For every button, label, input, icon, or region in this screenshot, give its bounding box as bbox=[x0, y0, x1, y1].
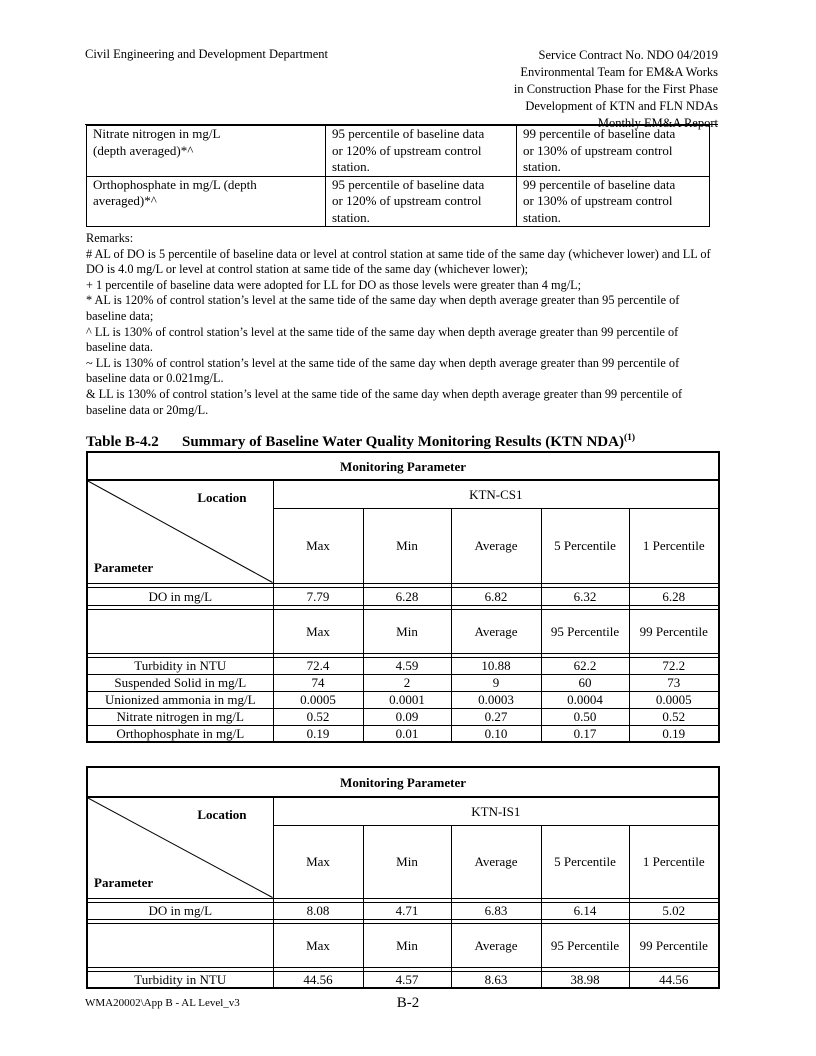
criteria-text-line: 99 percentile of baseline data bbox=[523, 126, 676, 141]
table-row bbox=[87, 587, 719, 605]
stat-header: Min bbox=[363, 923, 451, 967]
location-label: Location bbox=[197, 807, 247, 822]
value-cell: 0.19 bbox=[273, 725, 363, 742]
parameter-name: Suspended Solid in mg/L bbox=[87, 674, 273, 691]
monitoring-results-table-ktn-cs1 bbox=[86, 451, 720, 743]
table-footnote-ref: (1) bbox=[623, 433, 636, 443]
monitoring-results-table-ktn-is1 bbox=[86, 766, 720, 989]
value-cell: 0.0001 bbox=[363, 691, 451, 708]
criteria-text-line: or 130% of upstream control bbox=[523, 142, 673, 158]
value-cell: 0.01 bbox=[363, 725, 451, 742]
table-number: Table B-4.2 bbox=[86, 434, 159, 450]
remark-item: # AL of DO is 5 percentile of baseline data or level at control station at same tide of the same day (whichever lower) and LL of DO is 4.0 mg/L or level at control station at same tide of the same day (whichever lower); bbox=[86, 246, 711, 277]
stat-header: 1 Percentile bbox=[629, 825, 719, 898]
criteria-action-level-cell bbox=[326, 176, 517, 227]
stat-header: Min bbox=[363, 825, 451, 898]
stat-header: Min bbox=[363, 508, 451, 583]
value-cell: 44.56 bbox=[273, 971, 363, 988]
value-cell: 0.52 bbox=[273, 708, 363, 725]
value-cell: 0.27 bbox=[451, 708, 541, 725]
value-cell: 6.28 bbox=[363, 587, 451, 605]
value-cell: 0.50 bbox=[541, 708, 629, 725]
stat-header: 5 Percentile bbox=[541, 825, 629, 898]
stat-header: Average bbox=[451, 825, 541, 898]
value-cell: 0.10 bbox=[451, 725, 541, 742]
value-cell: 38.98 bbox=[541, 971, 629, 988]
stat-header: 95 Percentile bbox=[541, 609, 629, 653]
value-cell: 0.0005 bbox=[629, 691, 719, 708]
table-row bbox=[87, 902, 719, 919]
value-cell: 0.0005 bbox=[273, 691, 363, 708]
location-label: Location bbox=[197, 490, 247, 505]
stat-header: 99 Percentile bbox=[629, 923, 719, 967]
remark-item: ~ LL is 130% of control station’s level at the same tide of the same day when depth average greater than 99 percentile of baseline data or 0.021mg/L. bbox=[86, 355, 680, 386]
remark-item: + 1 percentile of baseline data were adopted for LL for DO as those levels were greater than 4 mg/L; bbox=[86, 277, 582, 292]
remark-item: & LL is 130% of control station’s level at the same tide of the same day when depth average greater than 99 percentile of baseline data or 20mg/L. bbox=[86, 386, 683, 417]
stat-header: 95 Percentile bbox=[541, 923, 629, 967]
station-name: KTN-CS1 bbox=[273, 480, 719, 508]
criteria-text-line: station. bbox=[332, 209, 370, 225]
remarks-heading: Remarks: bbox=[86, 231, 134, 245]
parameter-name: Nitrate nitrogen in mg/L bbox=[87, 708, 273, 725]
value-cell: 0.52 bbox=[629, 708, 719, 725]
stat-header: Max bbox=[273, 609, 363, 653]
blank-header-cell bbox=[87, 609, 273, 653]
station-name: KTN-IS1 bbox=[273, 797, 719, 825]
value-cell: 0.0004 bbox=[541, 691, 629, 708]
parameter-name: DO in mg/L bbox=[87, 587, 273, 605]
value-cell: 0.17 bbox=[541, 725, 629, 742]
value-cell: 74 bbox=[273, 674, 363, 691]
criteria-parameter-cell bbox=[87, 126, 326, 177]
parameter-name: Turbidity in NTU bbox=[87, 971, 273, 988]
table-title: Summary of Baseline Water Quality Monitoring Results (KTN NDA) bbox=[182, 434, 624, 450]
page-number: B-2 bbox=[396, 995, 420, 1011]
criteria-row bbox=[87, 126, 710, 177]
stat-header: 5 Percentile bbox=[541, 508, 629, 583]
criteria-text-line: station. bbox=[332, 159, 370, 174]
criteria-text-line: station. bbox=[523, 159, 561, 174]
header-contract-line: in Construction Phase for the First Phase bbox=[513, 82, 718, 96]
criteria-text-line: (depth averaged)*^ bbox=[93, 142, 194, 158]
value-cell: 72.2 bbox=[629, 657, 719, 674]
value-cell: 44.56 bbox=[629, 971, 719, 988]
value-cell: 8.08 bbox=[273, 902, 363, 919]
stat-header: 99 Percentile bbox=[629, 609, 719, 653]
stat-header: Max bbox=[273, 825, 363, 898]
criteria-text-line: Orthophosphate in mg/L (depth bbox=[93, 176, 257, 192]
value-cell: 8.63 bbox=[451, 971, 541, 988]
value-cell: 6.28 bbox=[629, 587, 719, 605]
footer-file-reference: WMA20002\App B - AL Level_v3 bbox=[85, 997, 240, 1009]
parameter-name: Turbidity in NTU bbox=[87, 657, 273, 674]
criteria-text-line: averaged)*^ bbox=[93, 193, 157, 208]
criteria-text-line: 99 percentile of baseline data bbox=[523, 176, 676, 192]
value-cell: 7.79 bbox=[273, 587, 363, 605]
criteria-text-line: 95 percentile of baseline data bbox=[332, 176, 485, 192]
value-cell: 4.57 bbox=[363, 971, 451, 988]
header-contract-line: Development of KTN and FLN NDAs bbox=[525, 99, 718, 113]
criteria-action-level-cell bbox=[326, 126, 517, 177]
value-cell: 72.4 bbox=[273, 657, 363, 674]
stat-header: Average bbox=[451, 508, 541, 583]
value-cell: 9 bbox=[451, 674, 541, 691]
header-department: Civil Engineering and Development Department bbox=[85, 47, 328, 61]
table-caption bbox=[86, 433, 635, 451]
action-limit-criteria-table bbox=[86, 125, 710, 227]
value-cell: 4.59 bbox=[363, 657, 451, 674]
stat-header: Average bbox=[451, 923, 541, 967]
table-row bbox=[87, 971, 719, 988]
value-cell: 6.32 bbox=[541, 587, 629, 605]
stat-header: 1 Percentile bbox=[629, 508, 719, 583]
parameter-name: DO in mg/L bbox=[87, 902, 273, 919]
remark-item: * AL is 120% of control station’s level at the same tide of the same day when depth average greater than 95 percentile of baseline data; bbox=[86, 293, 680, 323]
monitoring-parameter-heading: Monitoring Parameter bbox=[87, 767, 719, 797]
parameter-label: Parameter bbox=[94, 874, 154, 890]
criteria-text-line: or 120% of upstream control bbox=[332, 193, 482, 208]
table-row bbox=[87, 657, 719, 674]
criteria-limit-level-cell bbox=[517, 126, 710, 177]
parameter-label: Parameter bbox=[94, 559, 154, 575]
value-cell: 62.2 bbox=[541, 657, 629, 674]
value-cell: 4.71 bbox=[363, 902, 451, 919]
criteria-text-line: 95 percentile of baseline data bbox=[332, 126, 485, 141]
blank-header-cell bbox=[87, 923, 273, 967]
value-cell: 73 bbox=[629, 674, 719, 691]
table-row bbox=[87, 708, 719, 725]
value-cell: 10.88 bbox=[451, 657, 541, 674]
criteria-text-line: Nitrate nitrogen in mg/L bbox=[93, 126, 221, 141]
value-cell: 0.19 bbox=[629, 725, 719, 742]
location-parameter-corner-cell bbox=[87, 797, 273, 898]
value-cell: 60 bbox=[541, 674, 629, 691]
location-parameter-corner-cell bbox=[87, 480, 273, 583]
stat-header: Max bbox=[273, 923, 363, 967]
criteria-limit-level-cell bbox=[517, 176, 710, 227]
criteria-parameter-cell bbox=[87, 176, 326, 227]
stat-header: Average bbox=[451, 609, 541, 653]
remark-item: ^ LL is 130% of control station’s level at the same tide of the same day when depth average greater than 99 percentile of baseline data. bbox=[86, 324, 679, 355]
criteria-text-line: or 120% of upstream control bbox=[332, 142, 482, 158]
value-cell: 0.09 bbox=[363, 708, 451, 725]
parameter-name: Unionized ammonia in mg/L bbox=[87, 691, 273, 708]
table-row bbox=[87, 691, 719, 708]
value-cell: 0.0003 bbox=[451, 691, 541, 708]
value-cell: 2 bbox=[363, 674, 451, 691]
criteria-row bbox=[87, 176, 710, 227]
value-cell: 6.83 bbox=[451, 902, 541, 919]
stat-header: Max bbox=[273, 508, 363, 583]
value-cell: 6.14 bbox=[541, 902, 629, 919]
remarks-block bbox=[86, 231, 718, 418]
table-row bbox=[87, 674, 719, 691]
header-contract-line: Service Contract No. NDO 04/2019 bbox=[538, 48, 718, 62]
stat-header: Min bbox=[363, 609, 451, 653]
value-cell: 6.82 bbox=[451, 587, 541, 605]
table-row bbox=[87, 725, 719, 742]
criteria-text-line: station. bbox=[523, 209, 561, 225]
parameter-name: Orthophosphate in mg/L bbox=[87, 725, 273, 742]
header-contract-line: Environmental Team for EM&A Works bbox=[520, 65, 718, 79]
header-contract-line: Monthly EM&A Report bbox=[597, 116, 718, 130]
monitoring-parameter-heading: Monitoring Parameter bbox=[87, 452, 719, 480]
criteria-text-line: or 130% of upstream control bbox=[523, 193, 673, 208]
header-contract-info bbox=[514, 47, 718, 132]
value-cell: 5.02 bbox=[629, 902, 719, 919]
